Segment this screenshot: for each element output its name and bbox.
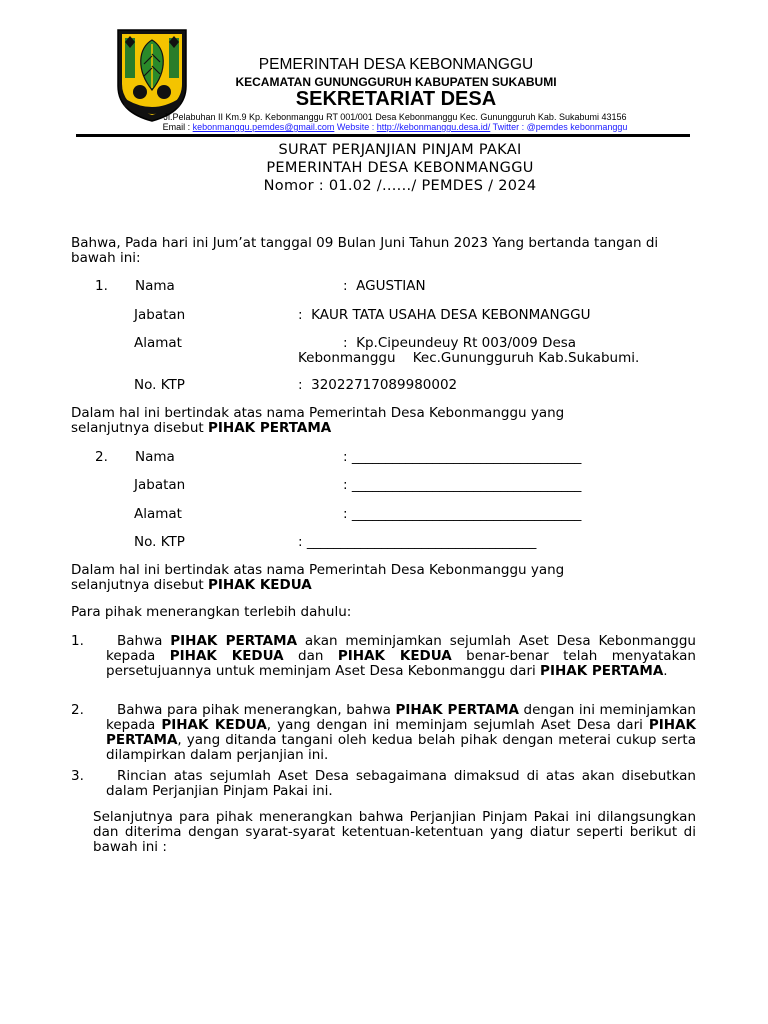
party2-role: PIHAK KEDUA xyxy=(208,577,312,593)
party1-alamat-label: Alamat xyxy=(134,335,182,351)
header-address: Jl.Pelabuhan II Km.9 Kp. Kebonmanggu RT 001/001 Desa Kebonmanggu Kec. Gunungguruh Kab. Sukabumi 43156 xyxy=(163,112,627,122)
email-link[interactable]: kebonmanggu.pemdes@gmail.com xyxy=(192,122,335,132)
header-government: PEMERINTAH DESA KEBONMANGGU xyxy=(258,56,534,73)
header-secretariat: SEKRETARIAT DESA xyxy=(295,88,497,110)
party1-description xyxy=(71,406,641,436)
party2-number: 2. xyxy=(95,449,108,465)
party2-nama-label: Nama xyxy=(135,449,175,465)
closing-paragraph: Selanjutnya para pihak menerangkan bahwa Perjanjian Pinjam Pakai ini dilangsungkan dan diterima dengan syarat-syarat ketentuan-ketentuan yang diatur seperti berikut di bawah ini : xyxy=(93,809,696,855)
party2-ktp-blank: : __________________________________ xyxy=(298,534,537,550)
party2-jabatan-blank: : __________________________________ xyxy=(343,477,582,493)
party1-number: 1. xyxy=(95,278,108,294)
item1-text: Bahwa PIHAK PERTAMA akan meminjamkan sejumlah Aset Desa Kebonmanggu kepada PIHAK KEDUA dan PIHAK KEDUA benar-benar telah menyatakan persetujuannya untuk meminjam Aset Desa Kebonmanggu dari PIHAK PERTAMA. xyxy=(106,633,696,679)
village-logo xyxy=(114,26,190,124)
header-district: KECAMATAN GUNUNGGURUH KABUPATEN SUKABUMI xyxy=(235,75,557,89)
item3-text: Rincian atas sejumlah Aset Desa sebagaimana dimaksud di atas akan disebutkan dalam Perjanjian Pinjam Pakai ini. xyxy=(106,768,696,799)
item2-number: 2. xyxy=(71,702,84,718)
document-title: SURAT PERJANJIAN PINJAM PAKAI xyxy=(278,142,522,158)
email-label: Email : xyxy=(162,122,193,132)
document-subtitle: PEMERINTAH DESA KEBONMANGGU xyxy=(266,160,534,176)
party1-role: PIHAK PERTAMA xyxy=(208,420,332,436)
pre-list-text: Para pihak menerangkan terlebih dahulu: xyxy=(71,604,352,620)
party1-jabatan-value: : KAUR TATA USAHA DESA KEBONMANGGU xyxy=(298,307,591,323)
party2-alamat-blank: : __________________________________ xyxy=(343,506,582,522)
party1-ktp-label: No. KTP xyxy=(134,377,185,393)
party1-alamat-value-1: : Kp.Cipeundeuy Rt 003/009 Desa xyxy=(343,335,577,351)
party2-alamat-label: Alamat xyxy=(134,506,182,522)
party2-description xyxy=(71,563,641,593)
party1-nama-value: : AGUSTIAN xyxy=(343,278,426,294)
website-link[interactable]: http://kebonmanggu.desa.id/ xyxy=(376,122,491,132)
party1-jabatan-label: Jabatan xyxy=(134,307,186,323)
party1-alamat-value-2: Kebonmanggu Kec.Gunungguruh Kab.Sukabumi. xyxy=(298,350,640,366)
twitter-handle: Twitter : @pemdes kebonmanggu xyxy=(490,122,628,132)
party2-description-text: Dalam hal ini bertindak atas nama Pemerintah Desa Kebonmanggu yang selanjutnya disebut xyxy=(71,562,565,593)
item3-number: 3. xyxy=(71,768,84,784)
item1-number: 1. xyxy=(71,633,84,649)
party1-description-text: Dalam hal ini bertindak atas nama Pemerintah Desa Kebonmanggu yang selanjutnya disebut xyxy=(71,405,565,436)
party2-nama-blank: : __________________________________ xyxy=(343,449,582,465)
header-divider xyxy=(76,134,690,137)
party2-jabatan-label: Jabatan xyxy=(134,477,186,493)
intro-paragraph: Bahwa, Pada hari ini Jum’at tanggal 09 Bulan Juni Tahun 2023 Yang bertanda tangan di bawah ini: xyxy=(71,235,659,266)
crest-icon xyxy=(114,26,190,124)
party2-ktp-label: No. KTP xyxy=(134,534,185,550)
party1-ktp-value: : 32022717089980002 xyxy=(298,377,458,393)
item2-text: Bahwa para pihak menerangkan, bahwa PIHAK PERTAMA dengan ini meminjamkan kepada PIHAK KEDUA, yang dengan ini meminjam sejumlah Aset Desa dari PIHAK PERTAMA, yang ditanda tangani oleh kedua belah pihak dengan meterai cukup serta dilampirkan dalam perjanjian ini. xyxy=(106,702,697,763)
document-number: Nomor : 01.02 /....../ PEMDES / 2024 xyxy=(263,178,537,194)
party1-nama-label: Nama xyxy=(135,278,175,294)
website-label: Website : xyxy=(334,122,377,132)
header-contacts xyxy=(100,122,690,132)
